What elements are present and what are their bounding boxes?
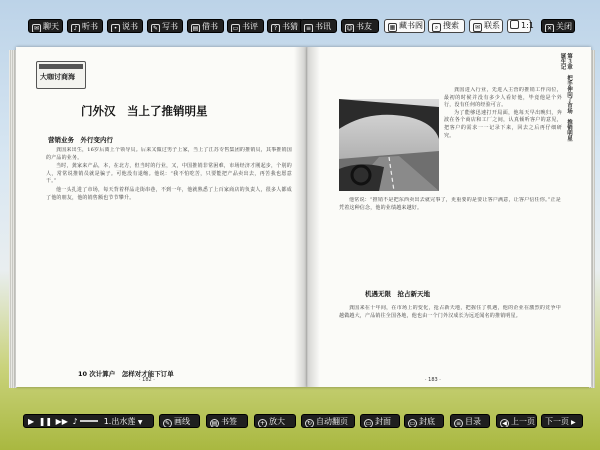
comment-icon: ▭ xyxy=(232,25,239,32)
toc-button[interactable]: ≡ 目录 xyxy=(450,414,490,428)
top-toolbar xyxy=(0,0,600,34)
guess-button[interactable]: ? 书猜 xyxy=(267,19,304,33)
write-button[interactable]: ✎ 写书 xyxy=(147,19,183,33)
back-cover-icon: ▭ xyxy=(409,420,416,427)
chevron-down-icon[interactable]: ▼ xyxy=(137,419,143,426)
friends-button[interactable]: ☺ 书友 xyxy=(341,19,379,33)
bookmark-button[interactable]: ▤ 书签 xyxy=(206,414,248,428)
section-heading-right: 机遇无限 抢占新天地 xyxy=(365,290,430,298)
book-icon: ▤ xyxy=(192,25,199,32)
auto-flip-button[interactable]: ↻ 自动翻页 xyxy=(301,414,355,428)
chat-button[interactable]: ✉ 聊天 xyxy=(28,19,63,33)
microphone-icon: • xyxy=(111,24,120,33)
zoom-in-button[interactable]: + 放大 xyxy=(254,414,296,428)
book-spine xyxy=(294,47,320,387)
bookmark-icon: ▤ xyxy=(211,420,218,427)
body-text-right-top: 龚国进入行业，先进入主营的推销工作岗位，最初的时候并没有多少人看好他，毕竟他是个外行，没有任何的经验可言。 为了能够迅速打开局面，他每天早出晚归，奔波在各个商店和工厂之间，认真倾听客户的意见，把客户的需求一一记录下来，回去之后再仔细研究。 xyxy=(444,87,562,139)
borrow-button[interactable]: ▤ 借书 xyxy=(187,19,224,33)
volume-slider[interactable] xyxy=(80,420,98,422)
body-text-right-bottom: 龚国来在十年间，在市场上的变化，抢占新天地，把握住了机遇，他的企业在激烈的竞争中越做越大，产品销往全国各地，他也由一个门外汉成长为远近闻名的推销明星。 xyxy=(339,305,561,319)
next-track-icon[interactable]: ▶▶ xyxy=(55,417,68,426)
book-viewer xyxy=(9,47,594,395)
chapter-title: 门外汉 当上了推销明星 xyxy=(81,104,208,118)
track-select[interactable]: 1.出水莲 xyxy=(103,417,136,426)
magnifier-icon: + xyxy=(259,420,266,427)
page-number-right: · 183 · xyxy=(425,377,441,383)
play-icon[interactable]: ▶ xyxy=(28,417,35,426)
body-text-right-mid: 他常说：“推销不是把东西卖出去就完事了，更重要的是要让客户满意，让客户信任你。”正是凭着这种信念，他的业绩越来越好。 xyxy=(339,197,561,211)
series-logo: 大咖讨商海 xyxy=(36,61,86,89)
chapter-side-title: 第３章 把手伸向了市场 推销明星诞生记 xyxy=(559,53,572,141)
volume-icon[interactable]: ♪ xyxy=(72,417,78,426)
close-icon: ✕ xyxy=(546,25,553,32)
news-button[interactable]: ≡ 书讯 xyxy=(300,19,337,33)
section-heading-2: 10 次计算户 怎样对才能下订单 xyxy=(78,370,174,378)
section-heading: 营销业务 外行变内行 xyxy=(48,136,113,144)
review-button[interactable]: ▭ 书评 xyxy=(227,19,264,33)
headphones-icon: ♪ xyxy=(71,24,80,33)
bookshelf-button[interactable]: ▦ 藏书阁 xyxy=(384,19,425,33)
pencil-icon: ✎ xyxy=(164,420,171,427)
chat-icon: ✉ xyxy=(33,25,40,32)
prev-page-button[interactable]: ◀ 上一页 xyxy=(496,414,537,428)
search-icon: ⌕ xyxy=(432,23,441,32)
audio-player[interactable] xyxy=(23,414,154,428)
arrow-left-icon: ◀ xyxy=(500,419,509,428)
friends-icon: ☺ xyxy=(346,25,353,32)
news-icon: ≡ xyxy=(305,25,312,32)
close-button[interactable]: ✕ 关闭 xyxy=(541,19,575,33)
contact-button[interactable]: ✉ 联系 xyxy=(469,19,503,33)
back-cover-button[interactable]: ▭ 封底 xyxy=(404,414,444,428)
list-icon: ≡ xyxy=(455,420,462,427)
pen-icon: ✎ xyxy=(152,25,159,32)
left-page[interactable] xyxy=(16,47,307,387)
zoom-indicator[interactable]: 1:1 xyxy=(507,19,531,33)
cover-button[interactable]: ▭ 封面 xyxy=(360,414,400,428)
next-page-button[interactable]: 下一页 ▶ xyxy=(541,414,583,428)
page-icon xyxy=(510,20,519,29)
body-text-left: 龚国来出生，16岁后离上个领导员。后来又做过男子上家，当上了江苏专售集团的推销员，其事推销国的产品的业务。 当时，龚家来产品，本，在北方，但当时的行业，又，中国推销非常困难，市场经济才刚起步，个别的人，常常说推销员就是骗子。可他没有退缩。他说：“我不怕吃苦，只要能把产品卖出去，再苦我也愿意干。” 他一头扎进了市场，每天背着样品走街串巷，不到一年，他就熟悉了上百家商店的负责人，很多人都成了他的朋友，他的销售额也节节攀升。 xyxy=(46,147,292,201)
bottom-toolbar xyxy=(0,414,600,428)
bookshelf-icon: ▦ xyxy=(389,24,396,31)
narrate-button[interactable]: • 说书 xyxy=(107,19,143,33)
right-page[interactable] xyxy=(307,47,591,387)
draw-line-button[interactable]: ✎ 画线 xyxy=(159,414,200,428)
page-number-left-label: · 182 · xyxy=(139,377,155,383)
pause-icon[interactable]: ❚❚ xyxy=(38,417,53,426)
cover-icon: ▭ xyxy=(365,420,372,427)
envelope-icon: ✉ xyxy=(474,24,481,31)
search-button[interactable]: ⌕ 搜索 xyxy=(428,19,465,33)
question-icon: ? xyxy=(271,24,280,33)
listen-button[interactable]: ♪ 听书 xyxy=(67,19,103,33)
flip-icon: ↻ xyxy=(306,420,313,427)
arrow-right-icon: ▶ xyxy=(571,419,576,426)
road-photo xyxy=(339,99,439,191)
